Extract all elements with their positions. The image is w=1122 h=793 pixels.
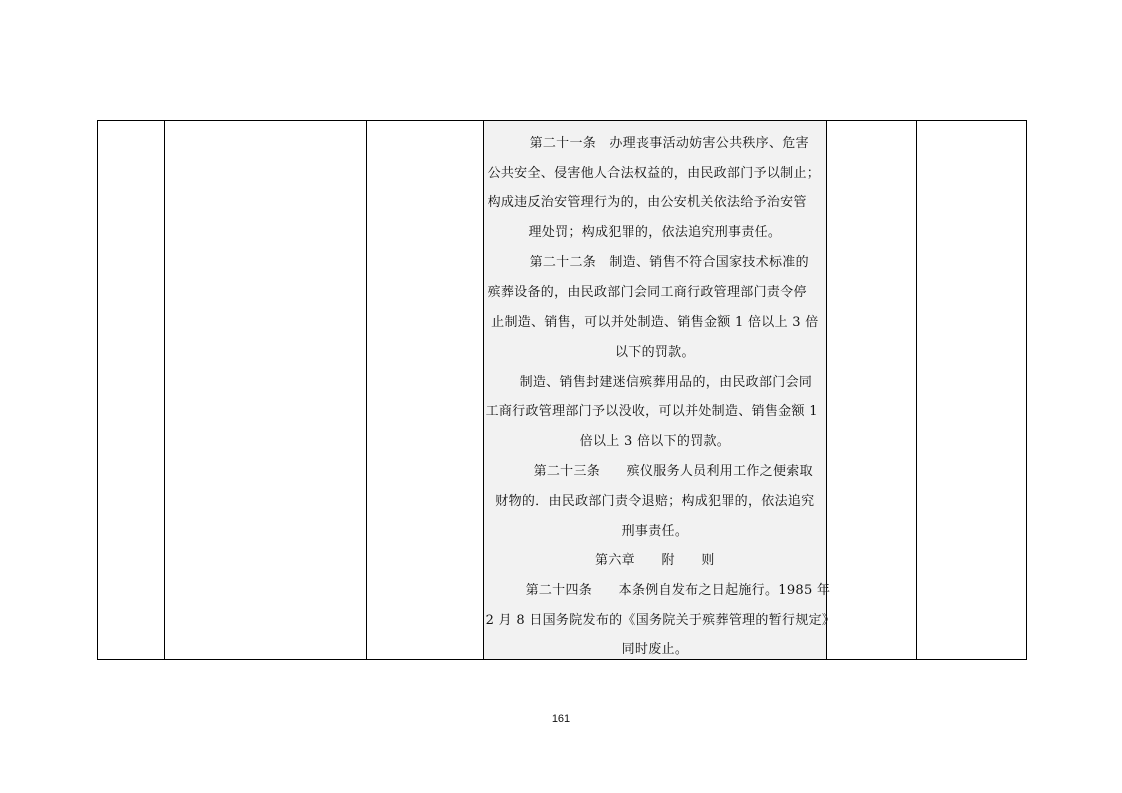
text-line: 第二十四条 本条例自发布之日起施行。1985 年: [525, 583, 831, 598]
text-line: 倍以上 3 倍以下的罚款。: [579, 434, 731, 449]
text-line: 殡葬设备的，由民政部门会同工商行政管理部门责令停: [487, 285, 807, 300]
page-number: 161: [551, 713, 571, 725]
table-cell-empty: [917, 121, 1026, 659]
table-cell-empty: [98, 121, 165, 659]
text-line: 刑事责任。: [621, 524, 689, 539]
text-line: 工商行政管理部门予以没收，可以并处制造、销售金额 1: [485, 404, 818, 419]
table-cell-empty: [165, 121, 367, 659]
text-line: 同时废止。: [621, 642, 689, 657]
text-line: 构成违反治安管理行为的，由公安机关依法给予治安管: [487, 195, 807, 210]
text-line: 以下的罚款。: [614, 345, 695, 360]
text-line: 公共安全、侵害他人合法权益的，由民政部门予以制止；: [487, 166, 821, 181]
regulation-table: [97, 120, 1027, 660]
text-line: 止制造、销售，可以并处制造、销售金额 1 倍以上 3 倍: [491, 315, 819, 330]
text-line: 第二十一条 办理丧事活动妨害公共秩序、危害: [529, 136, 809, 151]
text-line: 第二十三条 殡仪服务人员利用工作之便索取: [533, 464, 813, 479]
regulation-text-cell: [484, 121, 836, 659]
table-cell-empty: [827, 121, 917, 659]
text-line: 制造、销售封建迷信殡葬用品的，由民政部门会同: [519, 375, 813, 390]
text-line: 2 月 8 日国务院发布的《国务院关于殡葬管理的暂行规定》: [485, 613, 836, 628]
chapter-heading: 第六章 附 则: [595, 553, 715, 568]
table-cell-empty: [367, 121, 484, 659]
text-line: 财物的．由民政部门责令退赔；构成犯罪的，依法追究: [495, 494, 815, 509]
text-line: 第二十二条 制造、销售不符合国家技术标准的: [529, 255, 809, 270]
text-line: 理处罚；构成犯罪的，依法追究刑事责任。: [528, 225, 782, 240]
